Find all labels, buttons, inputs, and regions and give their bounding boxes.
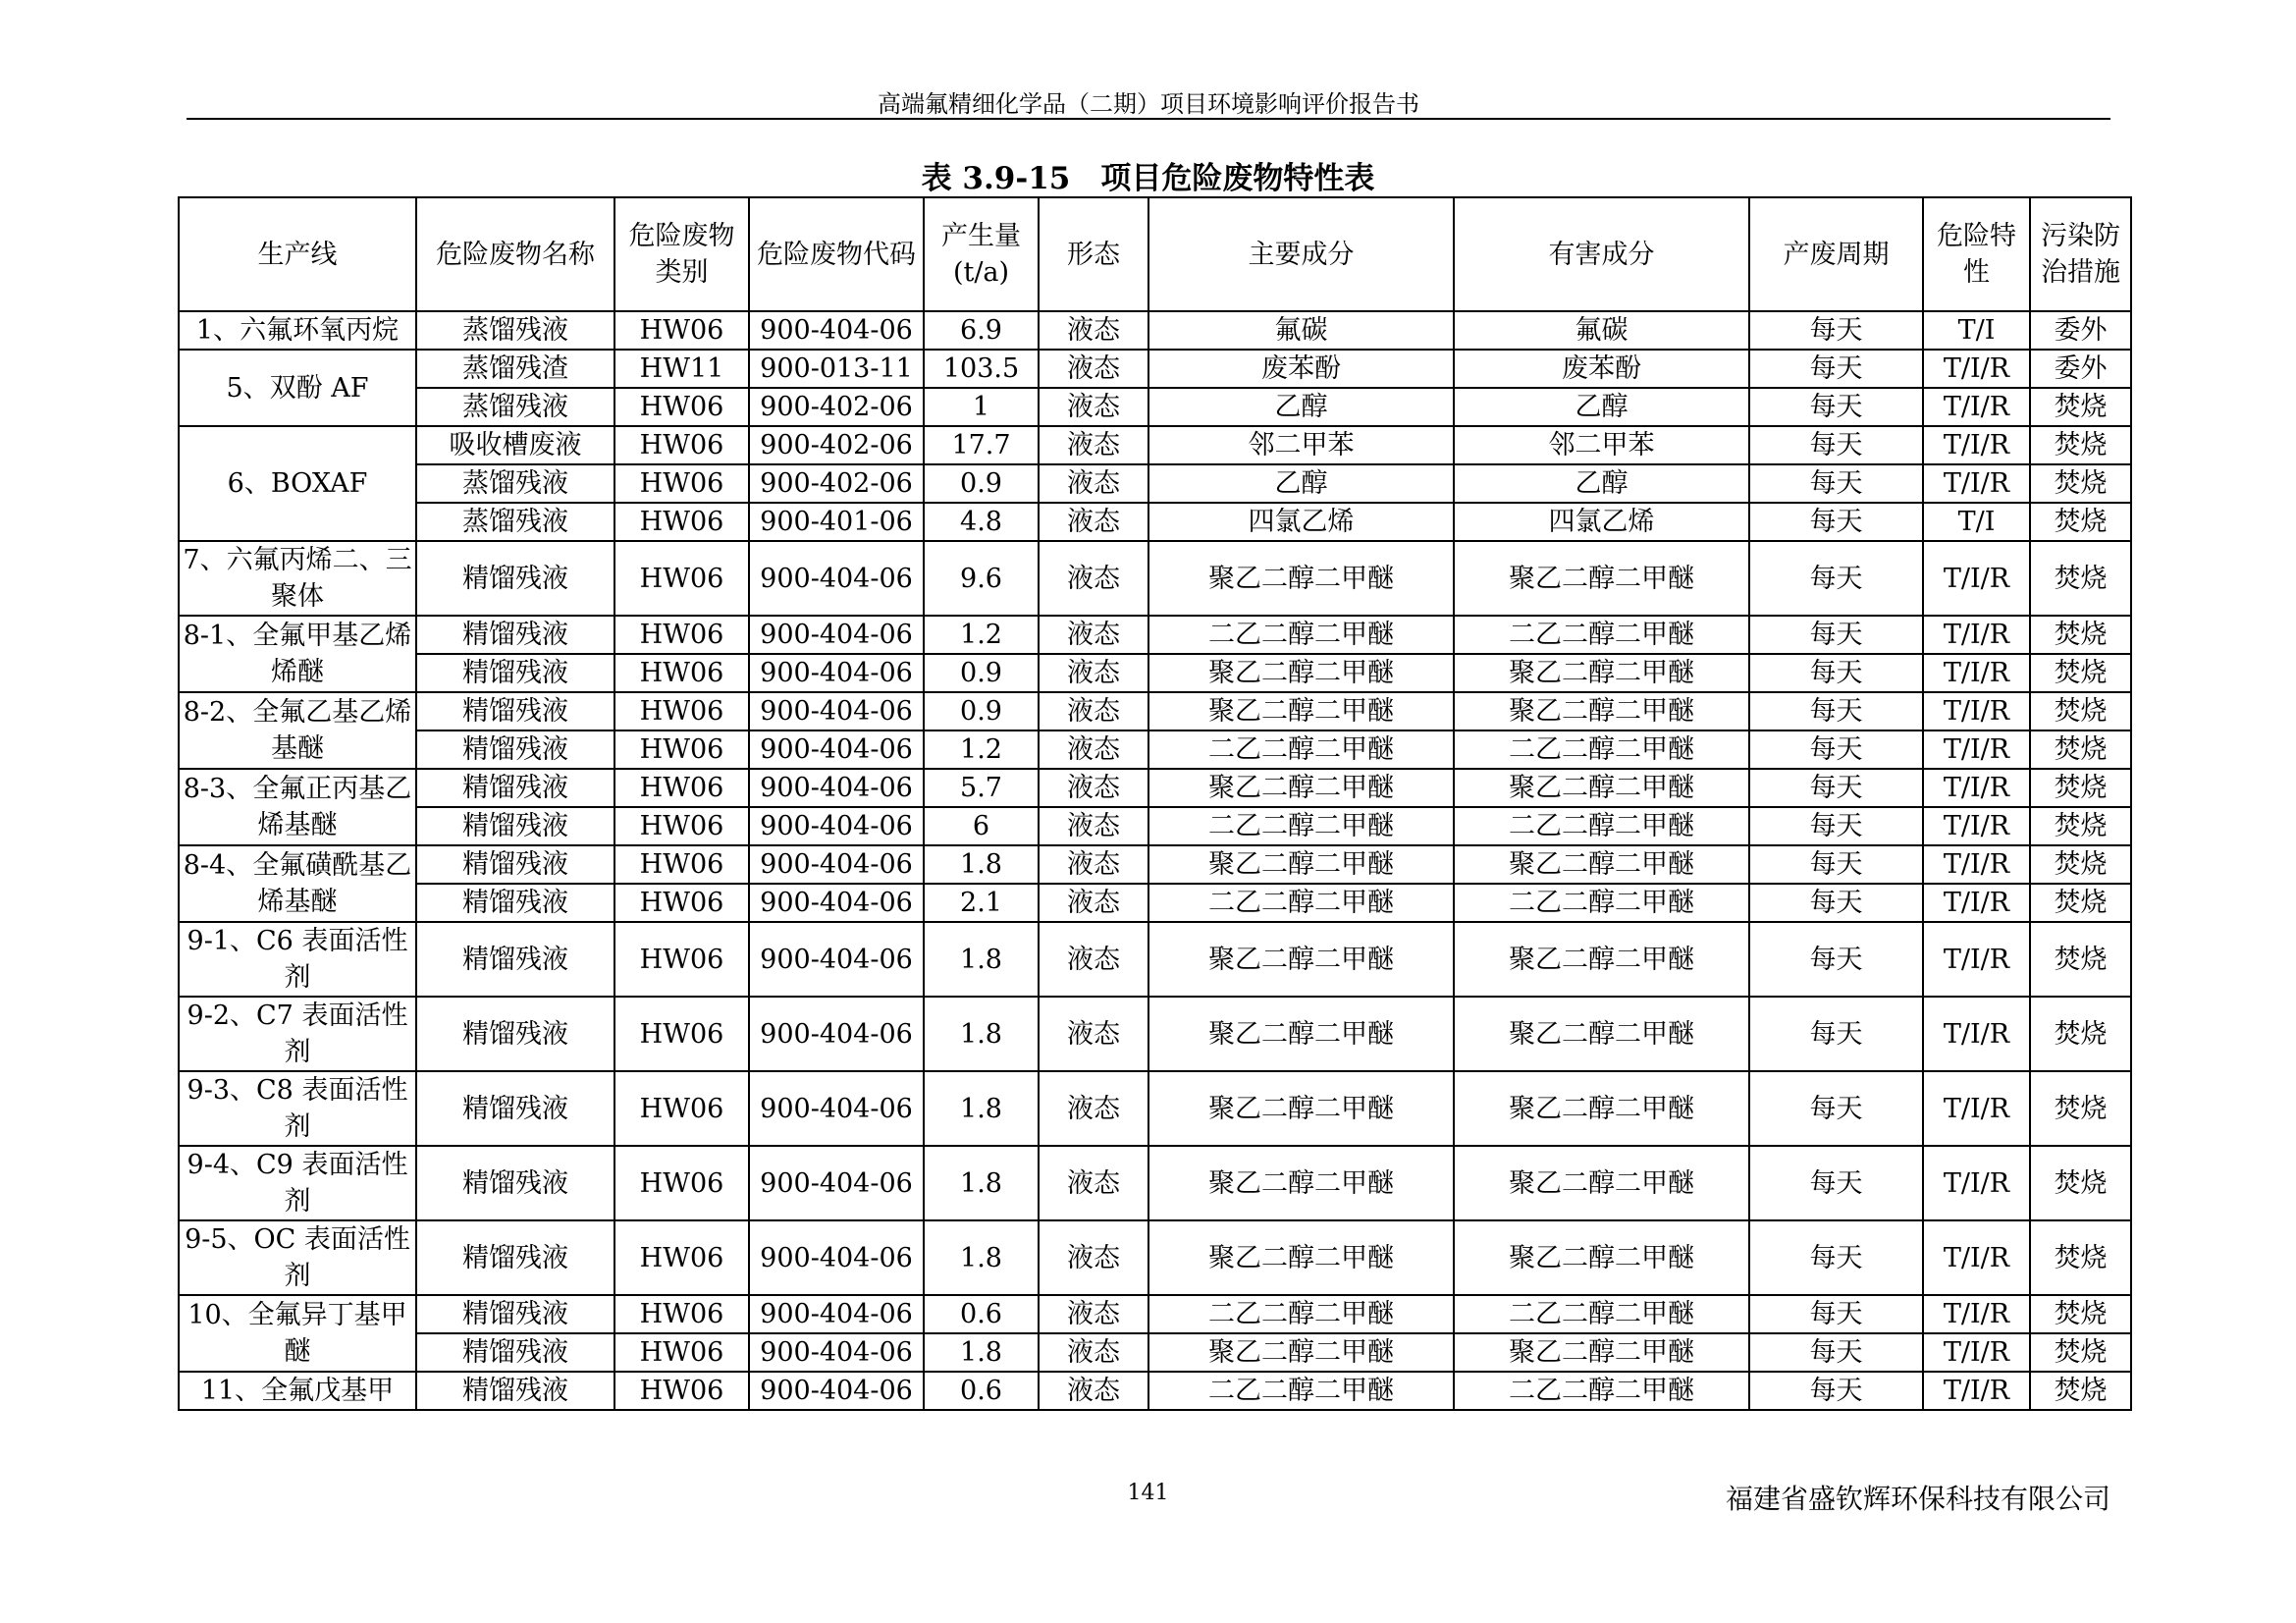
waste-name-cell: 精馏残液 [416, 1220, 614, 1295]
generation-cycle-cell: 每天 [1749, 503, 1923, 541]
generation-cycle-cell: 每天 [1749, 616, 1923, 654]
production-line-cell: 8-1、全氟甲基乙烯烯醚 [179, 616, 416, 692]
waste-name-cell: 蒸馏残液 [416, 464, 614, 503]
form-cell: 液态 [1039, 1333, 1148, 1372]
quantity-cell: 1.2 [924, 730, 1039, 769]
control-measure-cell: 焚烧 [2030, 503, 2131, 541]
control-measure-cell: 焚烧 [2030, 654, 2131, 692]
control-measure-cell: 焚烧 [2030, 1146, 2131, 1220]
generation-cycle-cell: 每天 [1749, 769, 1923, 807]
table-row [179, 922, 2131, 997]
waste-category-cell: HW06 [614, 464, 749, 503]
main-components-cell: 二乙二醇二甲醚 [1148, 1372, 1454, 1410]
main-components-cell: 聚乙二醇二甲醚 [1148, 1220, 1454, 1295]
main-components-cell: 二乙二醇二甲醚 [1148, 884, 1454, 922]
waste-category-cell: HW06 [614, 807, 749, 845]
main-components-cell: 聚乙二醇二甲醚 [1148, 692, 1454, 730]
form-cell: 液态 [1039, 1295, 1148, 1333]
waste-name-cell: 精馏残液 [416, 997, 614, 1071]
form-cell: 液态 [1039, 541, 1148, 616]
waste-code-cell: 900-404-06 [749, 922, 924, 997]
hazardous-components-cell: 聚乙二醇二甲醚 [1454, 541, 1749, 616]
waste-category-cell: HW06 [614, 1220, 749, 1295]
hazard-property-cell: T/I/R [1923, 769, 2030, 807]
main-components-cell: 聚乙二醇二甲醚 [1148, 1146, 1454, 1220]
control-measure-cell: 焚烧 [2030, 1071, 2131, 1146]
control-measure-cell: 焚烧 [2030, 922, 2131, 997]
table-row [179, 845, 2131, 884]
hazard-property-cell: T/I/R [1923, 1146, 2030, 1220]
table-row [179, 1146, 2131, 1220]
main-components-cell: 聚乙二醇二甲醚 [1148, 1071, 1454, 1146]
production-line-cell: 6、BOXAF [179, 426, 416, 541]
generation-cycle-cell: 每天 [1749, 807, 1923, 845]
generation-cycle-cell: 每天 [1749, 1333, 1923, 1372]
form-cell: 液态 [1039, 922, 1148, 997]
quantity-cell: 6 [924, 807, 1039, 845]
production-line-cell: 8-2、全氟乙基乙烯基醚 [179, 692, 416, 769]
waste-category-cell: HW06 [614, 426, 749, 464]
waste-category-cell: HW06 [614, 541, 749, 616]
production-line-cell: 9-4、C9 表面活性剂 [179, 1146, 416, 1220]
table-row [179, 1220, 2131, 1295]
hazardous-components-cell: 四氯乙烯 [1454, 503, 1749, 541]
quantity-cell: 0.9 [924, 692, 1039, 730]
table-row [179, 692, 2131, 730]
production-line-cell: 11、全氟戊基甲 [179, 1372, 416, 1410]
company-name: 福建省盛钦辉环保科技有限公司 [1725, 1483, 2110, 1515]
waste-code-cell: 900-401-06 [749, 503, 924, 541]
waste-category-cell: HW06 [614, 730, 749, 769]
waste-code-cell: 900-404-06 [749, 884, 924, 922]
hazardous-components-cell: 二乙二醇二甲醚 [1454, 807, 1749, 845]
waste-name-cell: 蒸馏残液 [416, 503, 614, 541]
waste-code-cell: 900-404-06 [749, 1071, 924, 1146]
hazardous-components-cell: 二乙二醇二甲醚 [1454, 730, 1749, 769]
document-header-title: 高端氟精细化学品（二期）项目环境影响评价报告书 [878, 90, 1419, 118]
quantity-cell: 1.8 [924, 922, 1039, 997]
table-row [179, 654, 2131, 692]
hazardous-components-cell: 聚乙二醇二甲醚 [1454, 922, 1749, 997]
waste-code-cell: 900-402-06 [749, 388, 924, 426]
waste-category-cell: HW06 [614, 1333, 749, 1372]
form-cell: 液态 [1039, 616, 1148, 654]
form-cell: 液态 [1039, 388, 1148, 426]
form-cell: 液态 [1039, 1372, 1148, 1410]
main-components-cell: 聚乙二醇二甲醚 [1148, 845, 1454, 884]
waste-category-cell: HW06 [614, 1295, 749, 1333]
hazard-property-cell: T/I/R [1923, 1295, 2030, 1333]
waste-code-cell: 900-404-06 [749, 730, 924, 769]
table-row [179, 997, 2131, 1071]
main-components-cell: 聚乙二醇二甲醚 [1148, 769, 1454, 807]
form-cell: 液态 [1039, 350, 1148, 388]
quantity-cell: 1 [924, 388, 1039, 426]
waste-code-cell: 900-404-06 [749, 1295, 924, 1333]
form-cell: 液态 [1039, 311, 1148, 350]
waste-name-cell: 精馏残液 [416, 845, 614, 884]
production-line-cell: 9-3、C8 表面活性剂 [179, 1071, 416, 1146]
form-cell: 液态 [1039, 503, 1148, 541]
table-row [179, 311, 2131, 350]
waste-code-cell: 900-404-06 [749, 769, 924, 807]
header-generation-cycle: 产废周期 [1749, 197, 1923, 311]
hazardous-components-cell: 废苯酚 [1454, 350, 1749, 388]
form-cell: 液态 [1039, 884, 1148, 922]
table-row [179, 884, 2131, 922]
waste-name-cell: 精馏残液 [416, 616, 614, 654]
production-line-cell: 1、六氟环氧丙烷 [179, 311, 416, 350]
header-rule [187, 118, 2110, 120]
hazard-property-cell: T/I/R [1923, 692, 2030, 730]
hazardous-components-cell: 二乙二醇二甲醚 [1454, 1295, 1749, 1333]
hazardous-components-cell: 聚乙二醇二甲醚 [1454, 997, 1749, 1071]
table-row [179, 730, 2131, 769]
hazard-property-cell: T/I/R [1923, 997, 2030, 1071]
hazard-property-cell: T/I/R [1923, 1071, 2030, 1146]
generation-cycle-cell: 每天 [1749, 730, 1923, 769]
main-components-cell: 四氯乙烯 [1148, 503, 1454, 541]
production-line-cell: 8-4、全氟磺酰基乙烯基醚 [179, 845, 416, 922]
control-measure-cell: 焚烧 [2030, 692, 2131, 730]
waste-category-cell: HW06 [614, 388, 749, 426]
main-components-cell: 聚乙二醇二甲醚 [1148, 997, 1454, 1071]
quantity-cell: 1.2 [924, 616, 1039, 654]
generation-cycle-cell: 每天 [1749, 1071, 1923, 1146]
waste-name-cell: 蒸馏残液 [416, 388, 614, 426]
generation-cycle-cell: 每天 [1749, 388, 1923, 426]
hazard-property-cell: T/I/R [1923, 541, 2030, 616]
generation-cycle-cell: 每天 [1749, 884, 1923, 922]
hazardous-components-cell: 聚乙二醇二甲醚 [1454, 692, 1749, 730]
main-components-cell: 聚乙二醇二甲醚 [1148, 1333, 1454, 1372]
quantity-cell: 9.6 [924, 541, 1039, 616]
waste-category-cell: HW06 [614, 997, 749, 1071]
waste-name-cell: 精馏残液 [416, 730, 614, 769]
production-line-cell: 9-2、C7 表面活性剂 [179, 997, 416, 1071]
form-cell: 液态 [1039, 769, 1148, 807]
hazardous-components-cell: 邻二甲苯 [1454, 426, 1749, 464]
hazard-property-cell: T/I/R [1923, 350, 2030, 388]
main-components-cell: 二乙二醇二甲醚 [1148, 616, 1454, 654]
header-production-line: 生产线 [179, 197, 416, 311]
form-cell: 液态 [1039, 807, 1148, 845]
hazard-property-cell: T/I/R [1923, 730, 2030, 769]
main-components-cell: 废苯酚 [1148, 350, 1454, 388]
form-cell: 液态 [1039, 845, 1148, 884]
header-form: 形态 [1039, 197, 1148, 311]
table-row [179, 503, 2131, 541]
generation-cycle-cell: 每天 [1749, 845, 1923, 884]
waste-category-cell: HW06 [614, 311, 749, 350]
quantity-cell: 17.7 [924, 426, 1039, 464]
hazardous-components-cell: 聚乙二醇二甲醚 [1454, 1146, 1749, 1220]
hazardous-components-cell: 二乙二醇二甲醚 [1454, 884, 1749, 922]
hazard-property-cell: T/I/R [1923, 807, 2030, 845]
generation-cycle-cell: 每天 [1749, 311, 1923, 350]
quantity-cell: 103.5 [924, 350, 1039, 388]
waste-code-cell: 900-404-06 [749, 692, 924, 730]
quantity-cell: 0.9 [924, 464, 1039, 503]
waste-category-cell: HW06 [614, 503, 749, 541]
hazardous-components-cell: 二乙二醇二甲醚 [1454, 1372, 1749, 1410]
control-measure-cell: 委外 [2030, 311, 2131, 350]
table-row [179, 769, 2131, 807]
waste-name-cell: 精馏残液 [416, 1372, 614, 1410]
waste-code-cell: 900-404-06 [749, 1220, 924, 1295]
header-control-measure: 污染防治措施 [2030, 197, 2131, 311]
waste-code-cell: 900-404-06 [749, 807, 924, 845]
waste-name-cell: 精馏残液 [416, 1333, 614, 1372]
waste-code-cell: 900-402-06 [749, 426, 924, 464]
production-line-cell: 5、双酚 AF [179, 350, 416, 426]
waste-name-cell: 精馏残液 [416, 769, 614, 807]
control-measure-cell: 焚烧 [2030, 884, 2131, 922]
quantity-cell: 1.8 [924, 997, 1039, 1071]
control-measure-cell: 焚烧 [2030, 464, 2131, 503]
hazard-property-cell: T/I/R [1923, 1220, 2030, 1295]
waste-name-cell: 吸收槽废液 [416, 426, 614, 464]
quantity-cell: 4.8 [924, 503, 1039, 541]
hazardous-components-cell: 聚乙二醇二甲醚 [1454, 1220, 1749, 1295]
waste-name-cell: 精馏残液 [416, 541, 614, 616]
form-cell: 液态 [1039, 464, 1148, 503]
waste-code-cell: 900-404-06 [749, 616, 924, 654]
waste-category-cell: HW06 [614, 1071, 749, 1146]
waste-code-cell: 900-404-06 [749, 1372, 924, 1410]
waste-name-cell: 精馏残液 [416, 884, 614, 922]
waste-code-cell: 900-013-11 [749, 350, 924, 388]
form-cell: 液态 [1039, 1220, 1148, 1295]
form-cell: 液态 [1039, 692, 1148, 730]
main-components-cell: 乙醇 [1148, 464, 1454, 503]
production-line-cell: 7、六氟丙烯二、三聚体 [179, 541, 416, 616]
waste-category-cell: HW06 [614, 1372, 749, 1410]
waste-name-cell: 蒸馏残液 [416, 311, 614, 350]
hazard-property-cell: T/I/R [1923, 616, 2030, 654]
main-components-cell: 聚乙二醇二甲醚 [1148, 922, 1454, 997]
waste-category-cell: HW06 [614, 1146, 749, 1220]
waste-code-cell: 900-404-06 [749, 541, 924, 616]
quantity-cell: 1.8 [924, 1220, 1039, 1295]
generation-cycle-cell: 每天 [1749, 541, 1923, 616]
hazardous-components-cell: 乙醇 [1454, 388, 1749, 426]
quantity-cell: 2.1 [924, 884, 1039, 922]
waste-code-cell: 900-404-06 [749, 845, 924, 884]
production-line-cell: 9-1、C6 表面活性剂 [179, 922, 416, 997]
quantity-cell: 1.8 [924, 845, 1039, 884]
table-row [179, 807, 2131, 845]
waste-category-cell: HW11 [614, 350, 749, 388]
main-components-cell: 二乙二醇二甲醚 [1148, 1295, 1454, 1333]
hazard-property-cell: T/I/R [1923, 884, 2030, 922]
waste-name-cell: 精馏残液 [416, 654, 614, 692]
table-caption: 表 3.9-15 项目危险废物特性表 [921, 161, 1375, 196]
quantity-cell: 0.6 [924, 1295, 1039, 1333]
main-components-cell: 乙醇 [1148, 388, 1454, 426]
waste-category-cell: HW06 [614, 616, 749, 654]
hazardous-components-cell: 二乙二醇二甲醚 [1454, 616, 1749, 654]
control-measure-cell: 焚烧 [2030, 1372, 2131, 1410]
quantity-cell: 1.8 [924, 1071, 1039, 1146]
generation-cycle-cell: 每天 [1749, 1372, 1923, 1410]
control-measure-cell: 焚烧 [2030, 769, 2131, 807]
table-row [179, 1372, 2131, 1410]
quantity-cell: 0.9 [924, 654, 1039, 692]
hazard-property-cell: T/I/R [1923, 845, 2030, 884]
hazardous-components-cell: 氟碳 [1454, 311, 1749, 350]
waste-code-cell: 900-404-06 [749, 1333, 924, 1372]
generation-cycle-cell: 每天 [1749, 1146, 1923, 1220]
header-waste-name: 危险废物名称 [416, 197, 614, 311]
main-components-cell: 邻二甲苯 [1148, 426, 1454, 464]
header-hazardous-components: 有害成分 [1454, 197, 1749, 311]
hazardous-components-cell: 乙醇 [1454, 464, 1749, 503]
waste-category-cell: HW06 [614, 922, 749, 997]
form-cell: 液态 [1039, 426, 1148, 464]
form-cell: 液态 [1039, 1071, 1148, 1146]
waste-code-cell: 900-402-06 [749, 464, 924, 503]
waste-name-cell: 精馏残液 [416, 922, 614, 997]
production-line-cell: 8-3、全氟正丙基乙烯基醚 [179, 769, 416, 845]
hazard-property-cell: T/I/R [1923, 654, 2030, 692]
generation-cycle-cell: 每天 [1749, 1295, 1923, 1333]
header-main-components: 主要成分 [1148, 197, 1454, 311]
generation-cycle-cell: 每天 [1749, 426, 1923, 464]
generation-cycle-cell: 每天 [1749, 692, 1923, 730]
hazardous-components-cell: 聚乙二醇二甲醚 [1454, 769, 1749, 807]
control-measure-cell: 焚烧 [2030, 1333, 2131, 1372]
waste-code-cell: 900-404-06 [749, 654, 924, 692]
control-measure-cell: 焚烧 [2030, 1295, 2131, 1333]
table-row [179, 350, 2131, 388]
control-measure-cell: 委外 [2030, 350, 2131, 388]
hazard-property-cell: T/I/R [1923, 922, 2030, 997]
generation-cycle-cell: 每天 [1749, 997, 1923, 1071]
table-row [179, 541, 2131, 616]
waste-category-cell: HW06 [614, 769, 749, 807]
waste-name-cell: 精馏残液 [416, 1295, 614, 1333]
header-waste-category: 危险废物类别 [614, 197, 749, 311]
hazard-property-cell: T/I/R [1923, 1333, 2030, 1372]
form-cell: 液态 [1039, 997, 1148, 1071]
quantity-cell: 1.8 [924, 1146, 1039, 1220]
hazard-property-cell: T/I/R [1923, 464, 2030, 503]
table-row [179, 388, 2131, 426]
hazard-property-cell: T/I/R [1923, 426, 2030, 464]
main-components-cell: 聚乙二醇二甲醚 [1148, 541, 1454, 616]
production-line-cell: 9-5、OC 表面活性剂 [179, 1220, 416, 1295]
waste-code-cell: 900-404-06 [749, 997, 924, 1071]
form-cell: 液态 [1039, 1146, 1148, 1220]
waste-code-cell: 900-404-06 [749, 311, 924, 350]
page-number: 141 [1127, 1481, 1169, 1505]
control-measure-cell: 焚烧 [2030, 807, 2131, 845]
control-measure-cell: 焚烧 [2030, 730, 2131, 769]
hazardous-components-cell: 聚乙二醇二甲醚 [1454, 654, 1749, 692]
control-measure-cell: 焚烧 [2030, 541, 2131, 616]
waste-category-cell: HW06 [614, 654, 749, 692]
hazardous-components-cell: 聚乙二醇二甲醚 [1454, 845, 1749, 884]
waste-code-cell: 900-404-06 [749, 1146, 924, 1220]
generation-cycle-cell: 每天 [1749, 1220, 1923, 1295]
main-components-cell: 聚乙二醇二甲醚 [1148, 654, 1454, 692]
main-components-cell: 二乙二醇二甲醚 [1148, 807, 1454, 845]
quantity-cell: 1.8 [924, 1333, 1039, 1372]
waste-name-cell: 蒸馏残渣 [416, 350, 614, 388]
control-measure-cell: 焚烧 [2030, 388, 2131, 426]
generation-cycle-cell: 每天 [1749, 654, 1923, 692]
waste-category-cell: HW06 [614, 692, 749, 730]
generation-cycle-cell: 每天 [1749, 350, 1923, 388]
table-row [179, 1295, 2131, 1333]
waste-category-cell: HW06 [614, 845, 749, 884]
hazardous-components-cell: 聚乙二醇二甲醚 [1454, 1333, 1749, 1372]
main-components-cell: 氟碳 [1148, 311, 1454, 350]
table-header-row [179, 197, 2131, 311]
waste-name-cell: 精馏残液 [416, 692, 614, 730]
waste-name-cell: 精馏残液 [416, 1071, 614, 1146]
control-measure-cell: 焚烧 [2030, 426, 2131, 464]
hazardous-components-cell: 聚乙二醇二甲醚 [1454, 1071, 1749, 1146]
hazard-property-cell: T/I [1923, 311, 2030, 350]
table-row [179, 616, 2131, 654]
generation-cycle-cell: 每天 [1749, 464, 1923, 503]
hazard-property-cell: T/I/R [1923, 388, 2030, 426]
waste-name-cell: 精馏残液 [416, 1146, 614, 1220]
waste-name-cell: 精馏残液 [416, 807, 614, 845]
table-row [179, 1071, 2131, 1146]
table-row [179, 464, 2131, 503]
table-row [179, 426, 2131, 464]
table-row [179, 1333, 2131, 1372]
control-measure-cell: 焚烧 [2030, 997, 2131, 1071]
quantity-cell: 6.9 [924, 311, 1039, 350]
hazard-property-cell: T/I/R [1923, 1372, 2030, 1410]
control-measure-cell: 焚烧 [2030, 1220, 2131, 1295]
hazard-property-cell: T/I [1923, 503, 2030, 541]
form-cell: 液态 [1039, 654, 1148, 692]
header-waste-code: 危险废物代码 [749, 197, 924, 311]
quantity-cell: 0.6 [924, 1372, 1039, 1410]
quantity-cell: 5.7 [924, 769, 1039, 807]
waste-category-cell: HW06 [614, 884, 749, 922]
control-measure-cell: 焚烧 [2030, 845, 2131, 884]
generation-cycle-cell: 每天 [1749, 922, 1923, 997]
main-components-cell: 二乙二醇二甲醚 [1148, 730, 1454, 769]
form-cell: 液态 [1039, 730, 1148, 769]
control-measure-cell: 焚烧 [2030, 616, 2131, 654]
production-line-cell: 10、全氟异丁基甲醚 [179, 1295, 416, 1372]
header-quantity: 产生量(t/a) [924, 197, 1039, 311]
hazardous-waste-table [178, 196, 2132, 1411]
header-hazard-property: 危险特性 [1923, 197, 2030, 311]
